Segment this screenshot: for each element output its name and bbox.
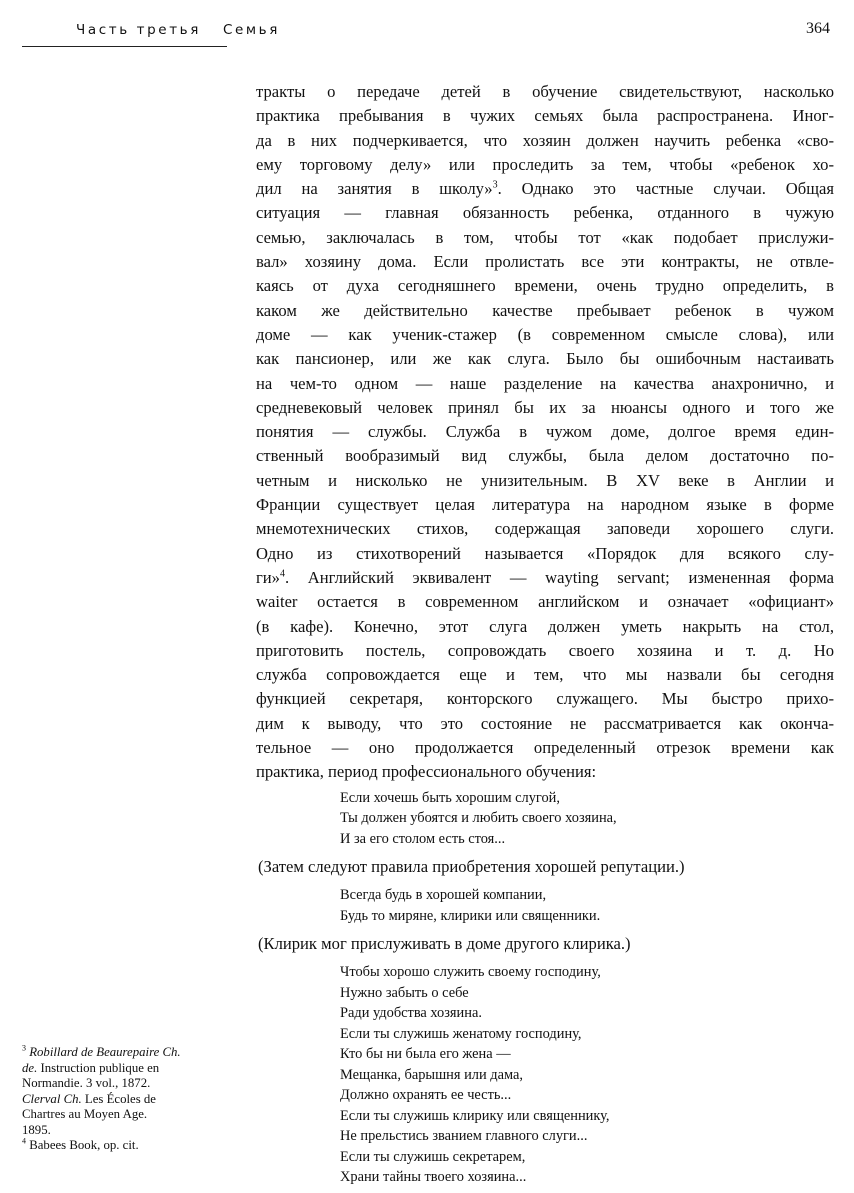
verse-line: И за его столом есть стоя... <box>340 830 506 847</box>
verse-line: Всегда будь в хорошей компании, <box>340 887 547 904</box>
text-line: приготовить постель, сопровождать своего хозяина и т. д. Но <box>256 640 834 660</box>
footnote-3 <box>22 1045 222 1138</box>
text-line: каком же действительно качестве пребывает ребенок в чужом <box>256 300 834 320</box>
text-line: ситуация — главная обязанность ребенка, отданного в чужую <box>256 203 834 223</box>
text-line <box>256 566 834 590</box>
footnote-ref-3[interactable]: 3 <box>492 179 498 191</box>
footnote-line <box>22 1092 222 1108</box>
text-line: тельное — оно продолжается определенный отрезок времени как <box>256 738 834 758</box>
text-line: четным и нисколько не унизительным. В XV веке в Англии и <box>256 470 834 490</box>
footnote-title: Instruction publique en <box>40 1060 160 1075</box>
page-number: 364 <box>806 20 830 37</box>
text-line: доме — как ученик-стажер (в современном смысле слова), или <box>256 324 834 344</box>
running-head-chapter: Семья <box>222 22 280 38</box>
footnote-title: Les Écoles de <box>84 1091 156 1106</box>
text-line: семью, заключалась в том, чтобы тот «как подобает прислужи- <box>256 227 834 247</box>
verse-line: Кто бы ни была его жена — <box>340 1046 511 1063</box>
verse-line: Не прельстись званием главного слуги... <box>340 1128 588 1145</box>
verse-line: Если ты служишь женатому господину, <box>340 1025 582 1042</box>
text-line: Одно из стихотворений называется «Порядок для всякого слу- <box>256 543 834 563</box>
text-fragment: дил на занятия в школу» <box>256 179 493 199</box>
footnote-4 <box>22 1138 222 1154</box>
text-line <box>256 177 834 201</box>
text-line: waiter остается в современном английском и означает «официант» <box>256 592 834 612</box>
footnote-marker-3: 3 <box>22 1043 26 1053</box>
main-text <box>256 80 834 1188</box>
verse-line: Ради удобства хозяина. <box>340 1005 482 1022</box>
text-line: понятия — службы. Служба в чужом доме, долгое время един- <box>256 422 834 442</box>
footnotes <box>22 1045 222 1154</box>
text-line: ему торговому делу» или проследить за тем, чтобы «ребенок хо- <box>256 154 834 174</box>
text-fragment: . Английский эквивалент — wayting servant; измененная форма <box>284 567 834 587</box>
footnote-text: Babees Book, op. cit. <box>29 1138 139 1152</box>
verse-block-3 <box>256 962 834 1188</box>
footnote-line: Normandie. 3 vol., 1872. <box>22 1076 151 1090</box>
page-header <box>0 0 854 52</box>
verse-line: Чтобы хорошо служить своему господину, <box>340 964 601 981</box>
footnote-author: de. <box>22 1060 38 1075</box>
text-line: да в них подчеркивается, что хозяин должен научить ребенка «сво- <box>256 130 834 150</box>
text-line: служба сопровождается еще и тем, что мы назвали бы сегодня <box>256 665 834 685</box>
footnote-line <box>22 1045 222 1061</box>
text-line: (в кафе). Конечно, этот слуга должен уметь накрыть на стол, <box>256 616 834 636</box>
running-head <box>76 22 280 38</box>
interlude-note-1: (Затем следуют правила приобретения хорошей репутации.) <box>258 857 685 877</box>
text-line: практика, период профессионального обучения: <box>256 762 597 782</box>
verse-line: Если хочешь быть хорошим слугой, <box>340 789 560 806</box>
text-line: ственный вообразимый вид службы, была делом достаточно по- <box>256 446 834 466</box>
verse-line: Будь то миряне, клирики или священники. <box>340 907 601 924</box>
verse-line: Мещанка, барышня или дама, <box>340 1066 523 1083</box>
text-fragment: . Однако это частные случаи. Общая <box>497 179 834 199</box>
text-line: практика пребывания в чужих семьях была распространена. Иног- <box>256 106 834 126</box>
text-line: как пансионер, или же как слуга. Было бы ошибочным настаивать <box>256 349 834 369</box>
text-line: каясь от духа сегодняшнего времени, очень трудно определить, в <box>256 276 834 296</box>
text-line: дим к выводу, что это состояние не рассматривается как оконча- <box>256 713 834 733</box>
footnote-ref-4[interactable]: 4 <box>279 568 285 580</box>
verse-line: Нужно забыть о себе <box>340 984 469 1001</box>
footnote-line <box>22 1061 222 1077</box>
footnote-line <box>22 1138 222 1154</box>
text-line: тракты о передаче детей в обучение свидетельствуют, насколько <box>256 82 834 101</box>
footnote-line: Chartres au Moyen Age. <box>22 1107 148 1121</box>
verse-block-1 <box>256 788 834 850</box>
text-line: Франции существует целая литература на народном языке в форме <box>256 495 834 515</box>
verse-line: Если ты служишь секретарем, <box>340 1148 526 1165</box>
text-line: мнемотехнических стихов, содержащая заповеди хорошего слуги. <box>256 519 834 539</box>
verse-line: Если ты служишь клирику или священнику, <box>340 1107 610 1124</box>
text-line: на чем-то одном — наше разделение на качества анахронично, и <box>256 373 834 393</box>
header-rule <box>22 46 227 47</box>
verse-line: Должно охранять ее честь... <box>340 1087 512 1104</box>
footnote-line: 1895. <box>22 1122 51 1137</box>
text-line: функцией секретаря, конторского служащего. Мы быстро прихо- <box>256 689 834 709</box>
running-head-part: Часть третья <box>76 22 201 38</box>
text-line: вал» хозяину дома. Если пролистать все эти контракты, не отвле- <box>256 252 834 272</box>
verse-line: Храни тайны твоего хозяина... <box>340 1169 527 1186</box>
footnote-marker-4: 4 <box>22 1136 26 1146</box>
body-paragraph <box>256 80 834 785</box>
interlude-note-2: (Клирик мог прислуживать в доме другого клирика.) <box>258 934 631 954</box>
text-line: средневековый человек принял бы их за нюансы одного и того же <box>256 397 834 417</box>
footnote-author: Robillard de Beaurepaire Ch. <box>29 1045 181 1059</box>
verse-block-2 <box>256 885 834 926</box>
text-fragment: ги» <box>256 567 280 587</box>
verse-line: Ты должен убоятся и любить своего хозяина, <box>340 810 617 827</box>
footnote-author: Clerval Ch. <box>22 1091 82 1106</box>
